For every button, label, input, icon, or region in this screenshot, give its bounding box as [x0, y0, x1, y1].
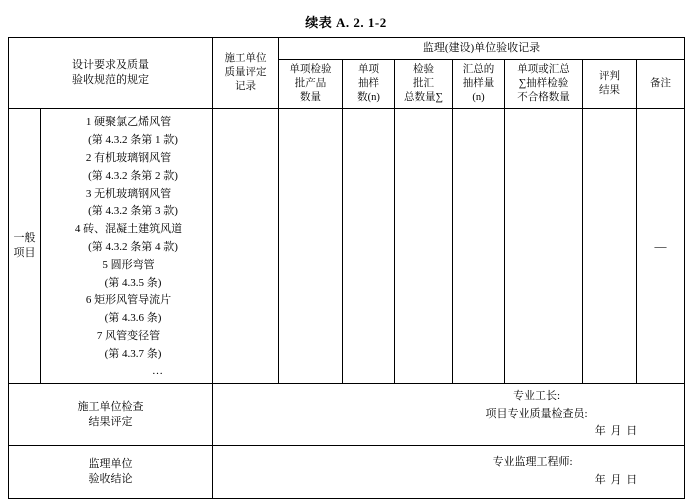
items-list-cell: [41, 109, 213, 384]
header-unqualified-line1: 单项或汇总: [517, 63, 570, 75]
footer-row-supervision: [9, 445, 685, 498]
header-total-sample-qty: [453, 59, 505, 109]
header-judge-line2: 结果: [599, 85, 620, 97]
header-total-line3: 总数量∑: [404, 92, 443, 104]
header-constructor-line2: 质量评定: [224, 67, 267, 79]
header-remark: 备注: [637, 59, 685, 109]
list-item: 1 硬聚氯乙烯风管: [85, 116, 172, 129]
header-judge-line1: 评判: [599, 70, 620, 82]
list-item: 7 风管变径管: [96, 330, 161, 343]
cell-unqualified-qty[interactable]: [505, 109, 583, 384]
header-supervision-group: 监理(建设)单位验收记录: [279, 38, 685, 60]
list-item: (第 4.3.6 条): [104, 312, 162, 325]
header-batch-qty-line3: 数量: [300, 92, 321, 104]
header-total-line1: 检验: [413, 63, 434, 75]
signature-date-supervision: 年 月 日: [594, 473, 639, 486]
header-total-sample-line3: (n): [472, 92, 485, 104]
header-sample-line1: 单项: [358, 63, 379, 75]
footer-supervision-label: [9, 445, 213, 498]
list-item: 3 无机玻璃钢风管: [85, 187, 172, 200]
list-item: (第 4.3.2 条第 4 款): [88, 241, 178, 254]
header-judgement-result: [583, 59, 637, 109]
general-items-row: [9, 109, 685, 384]
header-total-sample-line2: 抽样量: [462, 78, 495, 90]
cell-judgement-result[interactable]: [583, 109, 637, 384]
list-item: 4 砖、混凝土建筑风道: [74, 223, 183, 236]
signature-quality-inspector: 项目专业质量检查员:: [485, 407, 588, 420]
cell-total-sample-qty[interactable]: [453, 109, 505, 384]
group-label-line1: 一般: [13, 232, 36, 245]
header-batch-qty-line2: 批产品: [294, 78, 327, 90]
signature-date-constructor: 年 月 日: [594, 425, 639, 438]
header-batch-qty-line1: 单项检验: [289, 63, 332, 75]
group-label-line2: 项目: [13, 247, 36, 260]
inspection-form-table: [8, 37, 685, 499]
page-title: 续表 A. 2. 1-2: [305, 15, 387, 30]
list-item: (第 4.3.2 条第 3 款): [88, 205, 178, 218]
cell-single-sample-count[interactable]: [343, 109, 395, 384]
header-unqualified-line2: ∑抽样检验: [518, 78, 569, 90]
list-item: (第 4.3.2 条第 2 款): [88, 169, 178, 182]
header-batch-total-qty: [395, 59, 453, 109]
footer-supervision-label-line2: 验收结论: [88, 472, 133, 485]
footer-constructor-label: [9, 384, 213, 446]
header-total-line2: 批汇: [413, 78, 434, 90]
list-item: (第 4.3.5 条): [104, 276, 162, 289]
footer-constructor-signature-area[interactable]: [213, 384, 685, 446]
footer-supervision-label-line1: 监理单位: [88, 458, 133, 471]
list-item: 5 圆形弯管: [102, 258, 155, 271]
header-spec-line1: 设计要求及质量: [72, 59, 149, 72]
header-unqualified-line3: 不合格数量: [517, 92, 570, 104]
footer-row-constructor: [9, 384, 685, 446]
signature-foreman: 专业工长:: [512, 390, 561, 403]
footer-constructor-label-line1: 施工单位检查: [77, 400, 144, 413]
header-spec-line2: 验收规范的规定: [72, 74, 149, 87]
header-constructor-line3: 记录: [235, 81, 256, 93]
list-item: (第 4.3.7 条): [104, 347, 162, 360]
header-spec-requirements: [9, 38, 213, 109]
list-item: 6 矩形风管导流片: [85, 294, 172, 307]
signature-supervision-engineer: 专业监理工程师:: [492, 456, 573, 469]
footer-supervision-signature-area[interactable]: [213, 445, 685, 498]
cell-batch-product-qty[interactable]: [279, 109, 343, 384]
header-constructor-record: [213, 38, 279, 109]
header-constructor-line1: 施工单位: [224, 52, 267, 64]
cell-batch-total-qty[interactable]: [395, 109, 453, 384]
header-unqualified-qty: [505, 59, 583, 109]
header-single-sample-count: [343, 59, 395, 109]
items-ellipsis: …: [152, 364, 165, 377]
list-item: (第 4.3.2 条第 1 款): [88, 134, 178, 147]
header-sample-line3: 数(n): [357, 92, 380, 104]
list-item: 2 有机玻璃钢风管: [85, 151, 172, 164]
header-row-1: [9, 38, 685, 60]
header-total-sample-line1: 汇总的: [462, 63, 495, 75]
cell-remark[interactable]: —: [637, 109, 685, 384]
header-sample-line2: 抽样: [358, 78, 379, 90]
footer-constructor-label-line2: 结果评定: [88, 415, 133, 428]
cell-constructor-record[interactable]: [213, 109, 279, 384]
row-group-label-general: [9, 109, 41, 384]
header-batch-product-qty: [279, 59, 343, 109]
